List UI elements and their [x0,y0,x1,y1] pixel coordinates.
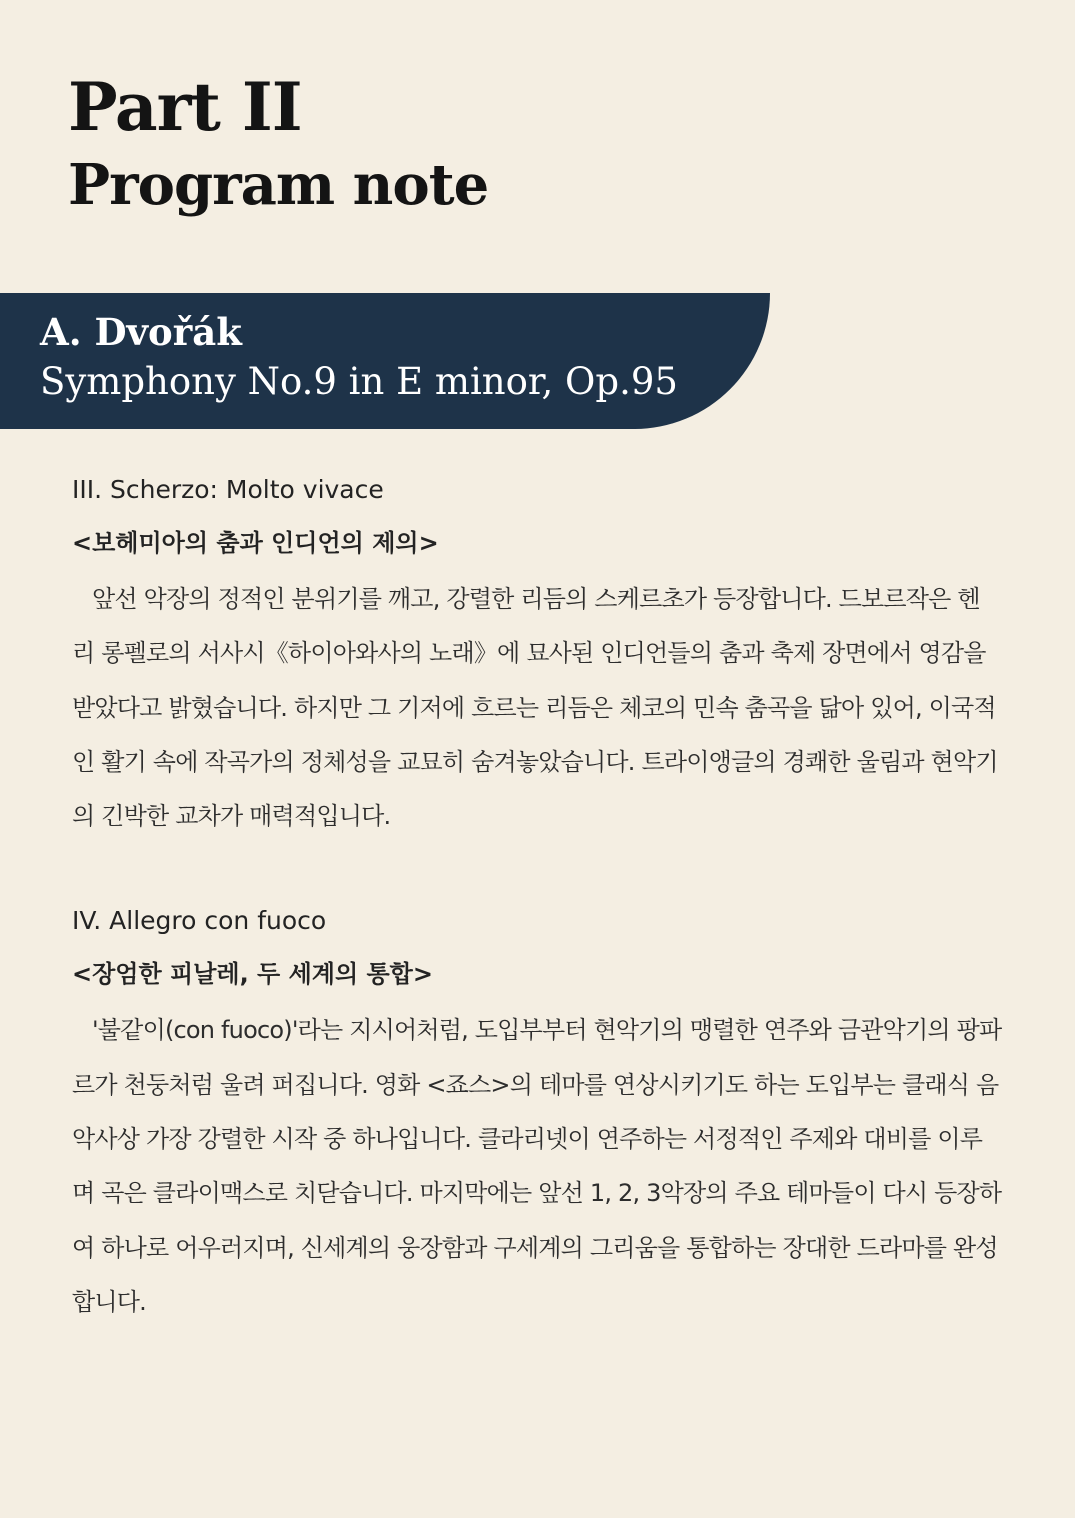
movement-description: 앞선 악장의 정적인 분위기를 깨고, 강렬한 리듬의 스케르초가 등장합니다. 드보르작은 헨리 롱펠로의 서사시《하이아와사의 노래》에 묘사된 인디언들의 춤과 축제 장면에서 영감을 받았다고 밝혔습니다. 하지만 그 기저에 흐르는 리듬은 체코의 민속 춤곡을 닮아 있어, 이국적인 활기 속에 작곡가의 정체성을 교묘히 숨겨놓았습니다. 트라이앵글의 경쾌한 울림과 현악기의 긴박한 교차가 매력적입니다. [72,585,998,831]
composer-name: A. Dvořák [40,310,242,354]
movement-description: '불같이(con fuoco)'라는 지시어처럼, 도입부부터 현악기의 맹렬한 연주와 금관악기의 팡파르가 천둥처럼 울려 퍼집니다. 영화 <죠스>의 테마를 연상시키기도 하는 도입부는 클래식 음악사상 가장 강렬한 시작 중 하나입니다. 클라리넷이 연주하는 서정적인 주제와 대비를 이루며 곡은 클라이맥스로 치닫습니다. 마지막에는 앞선 1, 2, 3악장의 주요 테마들이 다시 등장하여 하나로 어우러지며, 신세계의 웅장함과 구세계의 그리움을 통합하는 장대한 드라마를 완성합니다. [72,1016,1002,1316]
movement-section [72,466,1002,843]
page-header [68,66,488,222]
movement-section [72,897,1002,1329]
movement-title: IV. Allegro con fuoco [72,906,327,936]
movement-subtitle: <장엄한 피날레, 두 세계의 통합> [72,960,433,989]
part-title: Part II [68,68,302,146]
movement-title: III. Scherzo: Molto vivace [72,475,384,504]
page-subtitle: Program note [68,152,489,218]
work-title: Symphony No.9 in E minor, Op.95 [40,360,678,403]
work-banner [0,293,770,429]
movement-subtitle: <보헤미아의 춤과 인디언의 제의> [72,529,439,557]
program-note-content [72,466,1002,1383]
